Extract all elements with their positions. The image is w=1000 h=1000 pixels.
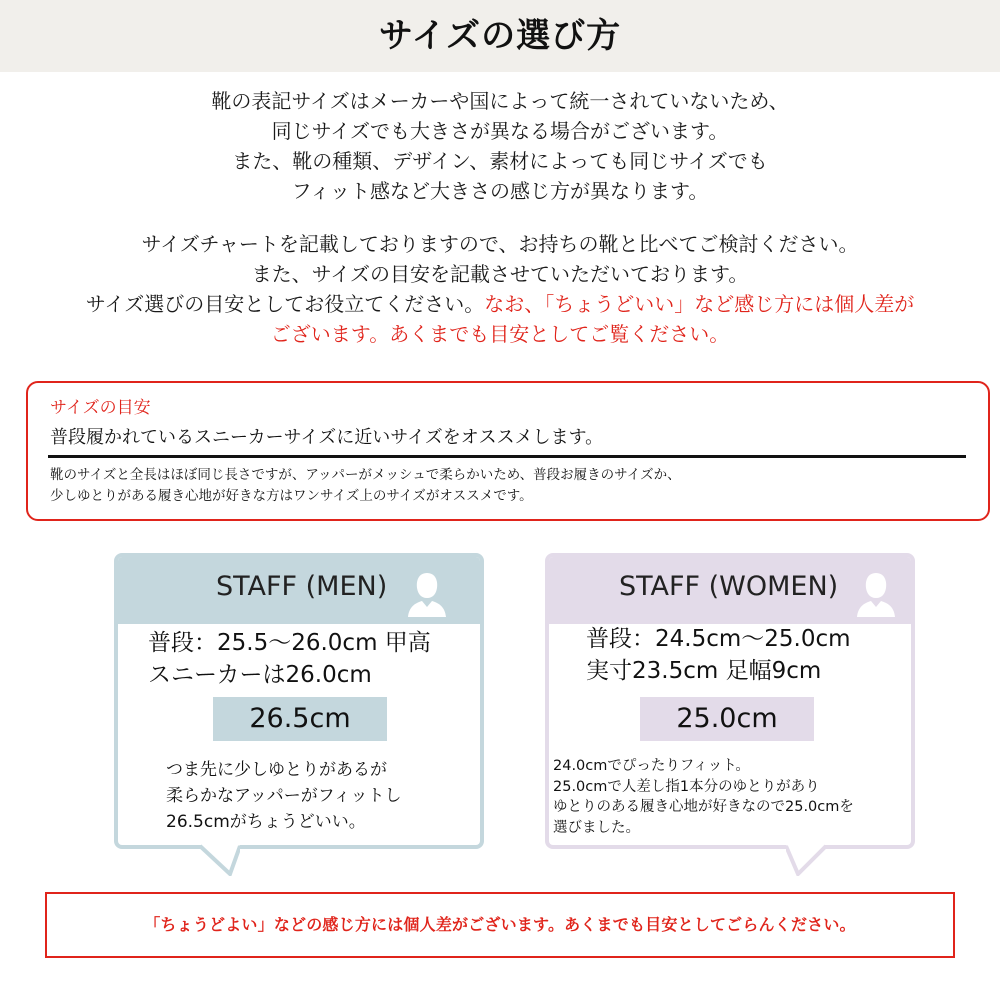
- staff-men-comment: [166, 757, 401, 835]
- guide-note-line: 靴のサイズと全長はほぼ同じ長さですが、アッパーがメッシュで柔らかいため、普段お履きのサイズか、: [50, 467, 681, 483]
- staff-info-line: スニーカーは26.0cm: [148, 662, 372, 688]
- comment-line: つま先に少しゆとりがあるが: [166, 760, 387, 780]
- intro-warning-line: ございます。あくまでも目安としてご覧ください。: [270, 322, 730, 346]
- staff-men-size-badge: 26.5cm: [213, 697, 387, 741]
- guide-main-text: 普段履かれているスニーカーサイズに近いサイズをオススメします。: [50, 427, 604, 448]
- page-title: サイズの選び方: [378, 16, 622, 56]
- speech-bubble-tail: [786, 844, 826, 876]
- intro-line: 同じサイズでも大きさが異なる場合がございます。: [271, 119, 729, 143]
- intro-warning-text: なお、「ちょうどいい」など感じ方には個人差が: [484, 292, 915, 316]
- comment-line: 24.0cmでぴったりフィット。: [553, 758, 750, 774]
- header-bar: [0, 0, 1000, 72]
- comment-line: 柔らかなアッパーがフィットし: [166, 786, 402, 806]
- staff-info-line: 普段：24.5cm～25.0cm: [586, 626, 851, 652]
- guide-note-line: 少しゆとりがある履き心地が好きな方はワンサイズ上のサイズがオススメです。: [50, 488, 533, 504]
- staff-men-header: [118, 557, 480, 624]
- intro-paragraph-2: [0, 229, 1000, 349]
- size-guide-box: [26, 381, 990, 521]
- intro-line: [0, 289, 1000, 319]
- guide-title: サイズの目安: [50, 398, 151, 418]
- comment-line: ゆとりのある履き心地が好きなので25.0cmを: [553, 799, 854, 815]
- intro-line: また、靴の種類、デザイン、素材によっても同じサイズでも: [232, 149, 768, 173]
- intro-paragraph-1: [0, 86, 1000, 206]
- person-silhouette-icon: [402, 567, 452, 617]
- staff-women-comment: [553, 756, 854, 838]
- staff-info-line: 実寸23.5cm 足幅9cm: [586, 658, 822, 684]
- staff-women-title: STAFF (WOMEN): [619, 571, 839, 602]
- staff-women-header: [549, 557, 911, 624]
- intro-line: また、サイズの目安を記載させていただいております。: [251, 262, 749, 286]
- person-silhouette-icon: [851, 567, 901, 617]
- bottom-notice-text: 「ちょうどよい」などの感じ方には個人差がございます。あくまでも目安としてごらんください。: [144, 915, 856, 934]
- staff-men-info: [148, 627, 431, 691]
- staff-women-size-badge: 25.0cm: [640, 697, 814, 741]
- staff-men-title: STAFF (MEN): [216, 571, 388, 602]
- comment-line: 25.0cmで人差し指1本分のゆとりがあり: [553, 778, 820, 795]
- staff-info-line: 普段：25.5～26.0cm 甲高: [148, 630, 431, 656]
- intro-line: 靴の表記サイズはメーカーや国によって統一されていないため、: [211, 89, 789, 113]
- guide-note: [50, 465, 681, 507]
- intro-line: フィット感など大きさの感じ方が異なります。: [291, 179, 709, 203]
- comment-line: 26.5cmがちょうどいい。: [166, 812, 366, 832]
- staff-men-card: [114, 553, 484, 849]
- bottom-notice-box: [45, 892, 955, 958]
- guide-divider: [48, 455, 966, 458]
- staff-women-card: [545, 553, 915, 849]
- comment-line: 選びました。: [553, 819, 640, 836]
- speech-bubble-tail: [200, 844, 240, 876]
- intro-line-text: サイズ選びの目安としてお役立てください。: [85, 292, 485, 316]
- staff-women-info: [586, 623, 851, 687]
- intro-line: サイズチャートを記載しておりますので、お持ちの靴と比べてご検討ください。: [141, 232, 859, 256]
